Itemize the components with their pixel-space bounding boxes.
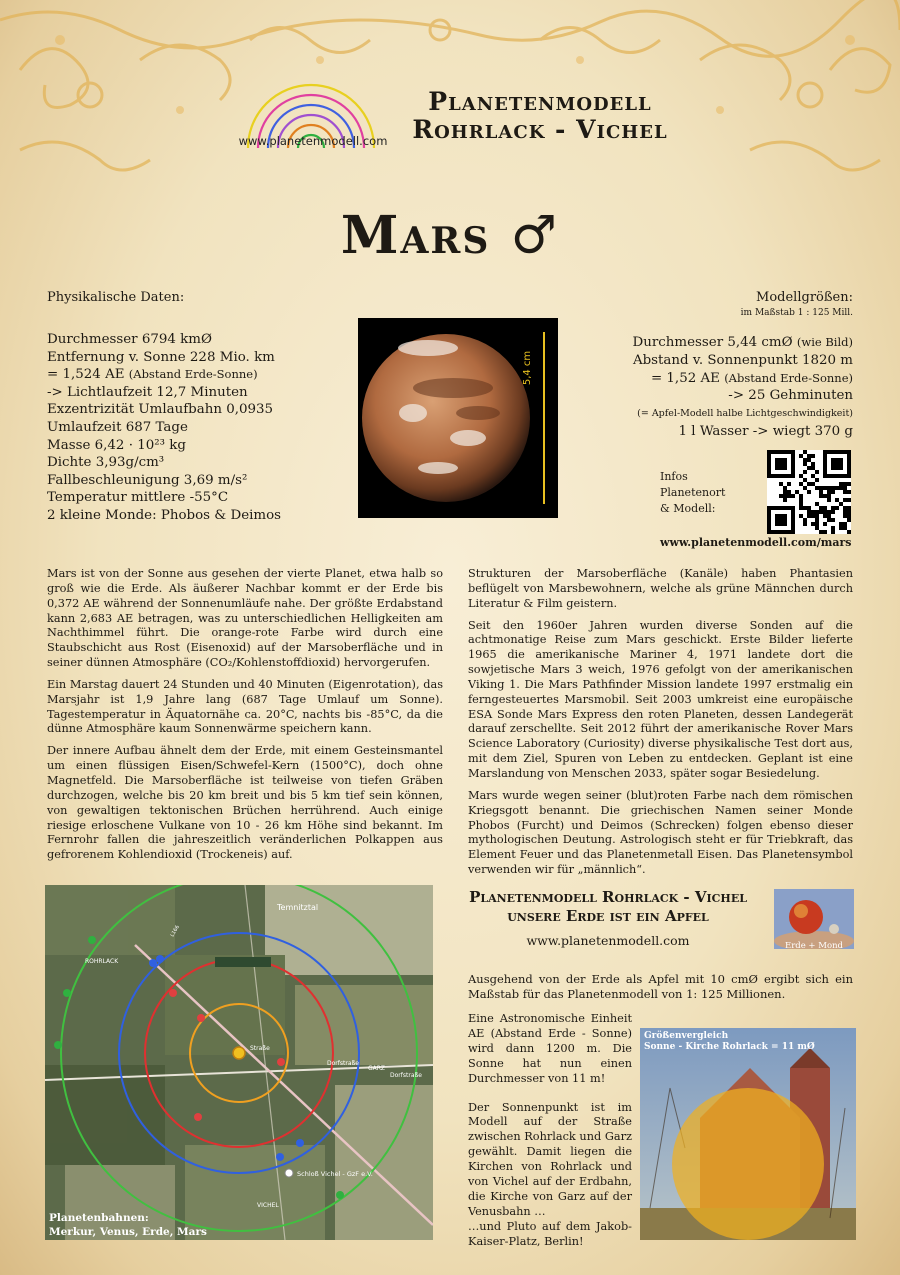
apple-image-caption: Erde + Mond <box>784 941 843 951</box>
physical-item-text: Durchmesser 6794 kmØ <box>47 332 212 347</box>
physical-item <box>47 366 347 384</box>
physical-item-note: (Abstand Erde-Sonne) <box>128 367 258 382</box>
text-column-right <box>468 567 853 885</box>
infos-line1: Infos <box>660 470 688 483</box>
size-label: 5,4 cm <box>522 350 533 386</box>
physical-item-text: Entfernung v. Sonne 228 Mio. km <box>47 349 275 365</box>
physical-item <box>47 401 347 419</box>
model-item-text: (= Apfel-Modell halbe Lichtgeschwindigkeit) <box>637 408 853 420</box>
church-sun-image <box>640 1028 856 1240</box>
right-column-paragraph: Seit den 1960er Jahren wurden diverse Sonden auf die achtmonatige Reise zum Mars geschickt. Erste Bilder lieferte 1965 die amerikanische Mariner 4, 1971 landete dort die sowjetische Mars 3 weich, 1976 gefolgt von der amerikanischen Viking 1. Die Mars Pathfinder Mission landete 1997 erstmalig ein ferngesteuertes Marsmobil. Seit 2003 umkreist eine europäische ESA Sonde Mars Express den roten Planeten, dessen Landegerät darauf zerschellte. Seit 2012 führt der amerikanische Rover Mars Science Laboratory (Curiosity) diverse physikalische Test dort aus, mit dem Ziel, Spuren von Leben zu entdecken. Geplant ist eine Marslandung von Menschen 2033, später sogar Besiedelung. <box>468 618 853 780</box>
model-url[interactable]: www.planetenmodell.com/mars <box>660 536 852 549</box>
model-item <box>533 370 853 388</box>
physical-item <box>47 489 347 507</box>
apple-title-line1: Planetenmodell Rohrlack - Vichel <box>469 888 747 906</box>
apple-paragraph-4: …und Pluto auf dem Jakob-Kaiser-Platz, Berlin! <box>468 1219 632 1248</box>
physical-item-text: Umlaufzeit 687 Tage <box>47 419 188 435</box>
orbit-map <box>45 885 433 1240</box>
model-item-text: -> 25 Gehminuten <box>728 388 853 404</box>
left-column-paragraph: Der innere Aufbau ähnelt dem der Erde, mit einem Gesteinsmantel um einen flüssigen Eisen/Schwefel-Kern (1500°C), doch ohne Magnetfeld. Die Marsoberfläche ist teilweise von tiefen Gräben durchzogen, welche bis 20 km breit und bis 5 km tief sein können, von gewaltigen tektonischen Brüchen herrührend. Auch einige riesige erloschene Vulkane von 10 - 26 km Höhe sind bekannt. Im Fernrohr fallen die jahreszeitlich veränderlichen Polkappen aus gefrorenem Kohlendioxid (Trockeneis) auf. <box>47 744 443 862</box>
apple-paragraph-2: Eine Astronomische Einheit AE (Abstand Erde - Sonne) wird dann 1200 m. Die Sonne hat nun einen Durchmesser von 11 m! <box>468 1012 632 1085</box>
map-label-garz: GARZ <box>368 1065 386 1072</box>
apple-paragraph-3: Der Sonnenpunkt ist im Modell auf der Straße zwischen Rohrlack und Garz gewählt. Damit liegen die Kirchen von Rohrlack und von Vichel auf der Erdbahn, die Kirche von Garz auf der Venusbahn … <box>468 1100 632 1218</box>
map-label-rohrlack: ROHRLACK <box>85 958 119 965</box>
left-column-paragraph: Mars ist von der Sonne aus gesehen der vierte Planet, etwa halb so groß wie die Erde. Als äußerer Nachbar kommt er der Erde bis 0,372 AE während der Sonnenumläufe nahe. Der größte Erdabstand kann 2,683 AE betragen, was zu unterschiedlichen Helligkeiten am Nachthimmel führt. Die orange-rote Farbe wird durch eine Staubschicht aus Rost (Eisenoxid) auf der Marsoberfläche und in seiner dünnen Atmosphäre (CO₂/Kohlenstoffdioxid) hervorgerufen. <box>47 567 443 670</box>
church-caption-line1: Größenvergleich <box>644 1031 729 1041</box>
map-label-dorfstrasse-2: Dorfstraße <box>390 1072 422 1079</box>
physical-item-text: Dichte 3,93g/cm³ <box>47 455 165 471</box>
physical-item-text: Temperatur mittlere -55°C <box>47 490 229 506</box>
model-item <box>533 387 853 405</box>
church-image-caption <box>644 1031 815 1053</box>
map-label-strasse: Straße <box>250 1045 270 1052</box>
map-label-vichel: VICHEL <box>257 1202 279 1209</box>
physical-item <box>47 419 347 437</box>
model-item <box>533 405 853 423</box>
map-caption-line2: Merkur, Venus, Erde, Mars <box>49 1225 207 1238</box>
infos-line2: Planetenort <box>660 486 726 499</box>
map-caption <box>49 1212 207 1239</box>
model-item-text: Abstand v. Sonnenpunkt 1820 m <box>632 352 853 368</box>
model-item-note: (Abstand Erde-Sonne) <box>724 370 853 385</box>
map-label-l166: L166 <box>169 924 181 938</box>
model-data-list <box>533 334 853 441</box>
infos-line3: & Modell: <box>660 502 716 515</box>
physical-item <box>47 331 347 349</box>
page-title: Mars ♂ <box>340 205 560 266</box>
logo-url[interactable]: www.planetenmodell.com <box>238 134 388 148</box>
model-item <box>533 352 853 370</box>
header-title <box>395 88 685 144</box>
text-column-left <box>47 567 443 870</box>
model-item <box>533 334 853 352</box>
left-column-paragraph: Ein Marstag dauert 24 Stunden und 40 Minuten (Eigenrotation), das Marsjahr ist 1,9 Jahre lang (687 Tage Umlauf um Sonne). Tagestemperatur in Äquatornähe ca. 20°C, nachts bis -85°C, da die dünne Atmosphäre kaum Sonnenwärme speichern kann. <box>47 677 443 736</box>
physical-item <box>47 454 347 472</box>
physical-item <box>47 349 347 367</box>
apple-title-line2: unsere Erde ist ein Apfel <box>507 907 709 925</box>
model-heading: Modellgrößen: <box>756 290 853 305</box>
map-label-dorfstrasse: Dorfstraße <box>327 1060 359 1067</box>
map-caption-line1: Planetenbahnen: <box>49 1212 149 1224</box>
model-subheading: im Maßstab 1 : 125 Mill. <box>740 308 853 318</box>
physical-item <box>47 472 347 490</box>
apple-title <box>448 888 768 926</box>
model-item-text: = 1,52 AE <box>650 370 725 386</box>
physical-item <box>47 507 347 525</box>
qr-code[interactable] <box>767 450 851 534</box>
map-label-temnitztal: Temnitztal <box>277 903 319 912</box>
physical-item-text: -> Lichtlaufzeit 12,7 Minuten <box>47 384 248 400</box>
apple-image <box>774 889 854 949</box>
right-column-paragraph: Strukturen der Marsoberfläche (Kanäle) haben Phantasien beflügelt von Marsbewohnern, welche als grüne Männchen durch Literatur & Film geistern. <box>468 567 853 610</box>
physical-item-text: Fallbeschleunigung 3,69 m/s² <box>47 472 248 488</box>
physical-data-list <box>47 331 347 525</box>
model-item-text: Durchmesser 5,44 cmØ <box>632 335 797 350</box>
header-title-line1: Planetenmodell <box>428 87 652 116</box>
physical-heading: Physikalische Daten: <box>47 290 185 305</box>
apple-text-block <box>468 1012 632 1264</box>
physical-item-text: Exzentrizität Umlaufbahn 0,0935 <box>47 402 274 418</box>
model-item <box>533 423 853 441</box>
mars-image <box>358 318 558 518</box>
model-item-text: 1 l Wasser -> wiegt 370 g <box>678 423 853 439</box>
physical-item <box>47 437 347 455</box>
model-item-note: (wie Bild) <box>796 335 853 349</box>
physical-item-text: = 1,524 AE <box>47 367 129 383</box>
apple-paragraph-1: Ausgehend von der Erde als Apfel mit 10 cmØ ergibt sich ein Maßstab für das Planetenmodell von 1: 125 Millionen. <box>468 972 853 1001</box>
physical-item-text: 2 kleine Monde: Phobos & Deimos <box>47 507 282 523</box>
church-caption-line2: Sonne - Kirche Rohrlack = 11 mØ <box>644 1042 815 1052</box>
apple-url[interactable]: www.planetenmodell.com <box>526 933 690 948</box>
header-title-line2: Rohrlack - Vichel <box>412 115 668 144</box>
map-label-schloss: Schloß Vichel - GzF e.V. <box>297 1170 373 1178</box>
physical-item <box>47 384 347 402</box>
infos-label <box>660 469 725 517</box>
physical-item-text: Masse 6,42 · 10²³ kg <box>47 437 186 453</box>
right-column-paragraph: Mars wurde wegen seiner (blut)roten Farbe nach dem römischen Kriegsgott benannt. Die griechischen Namen seiner Monde Phobos (Furcht) und Deimos (Schrecken) folgen ebenso dieser mythologischen Deutung. Astrologisch steht er für Triebkraft, das Element Feuer und das Planetenmetall Eisen. Das Planetensymbol verwenden wir für „männlich“. <box>468 788 853 877</box>
